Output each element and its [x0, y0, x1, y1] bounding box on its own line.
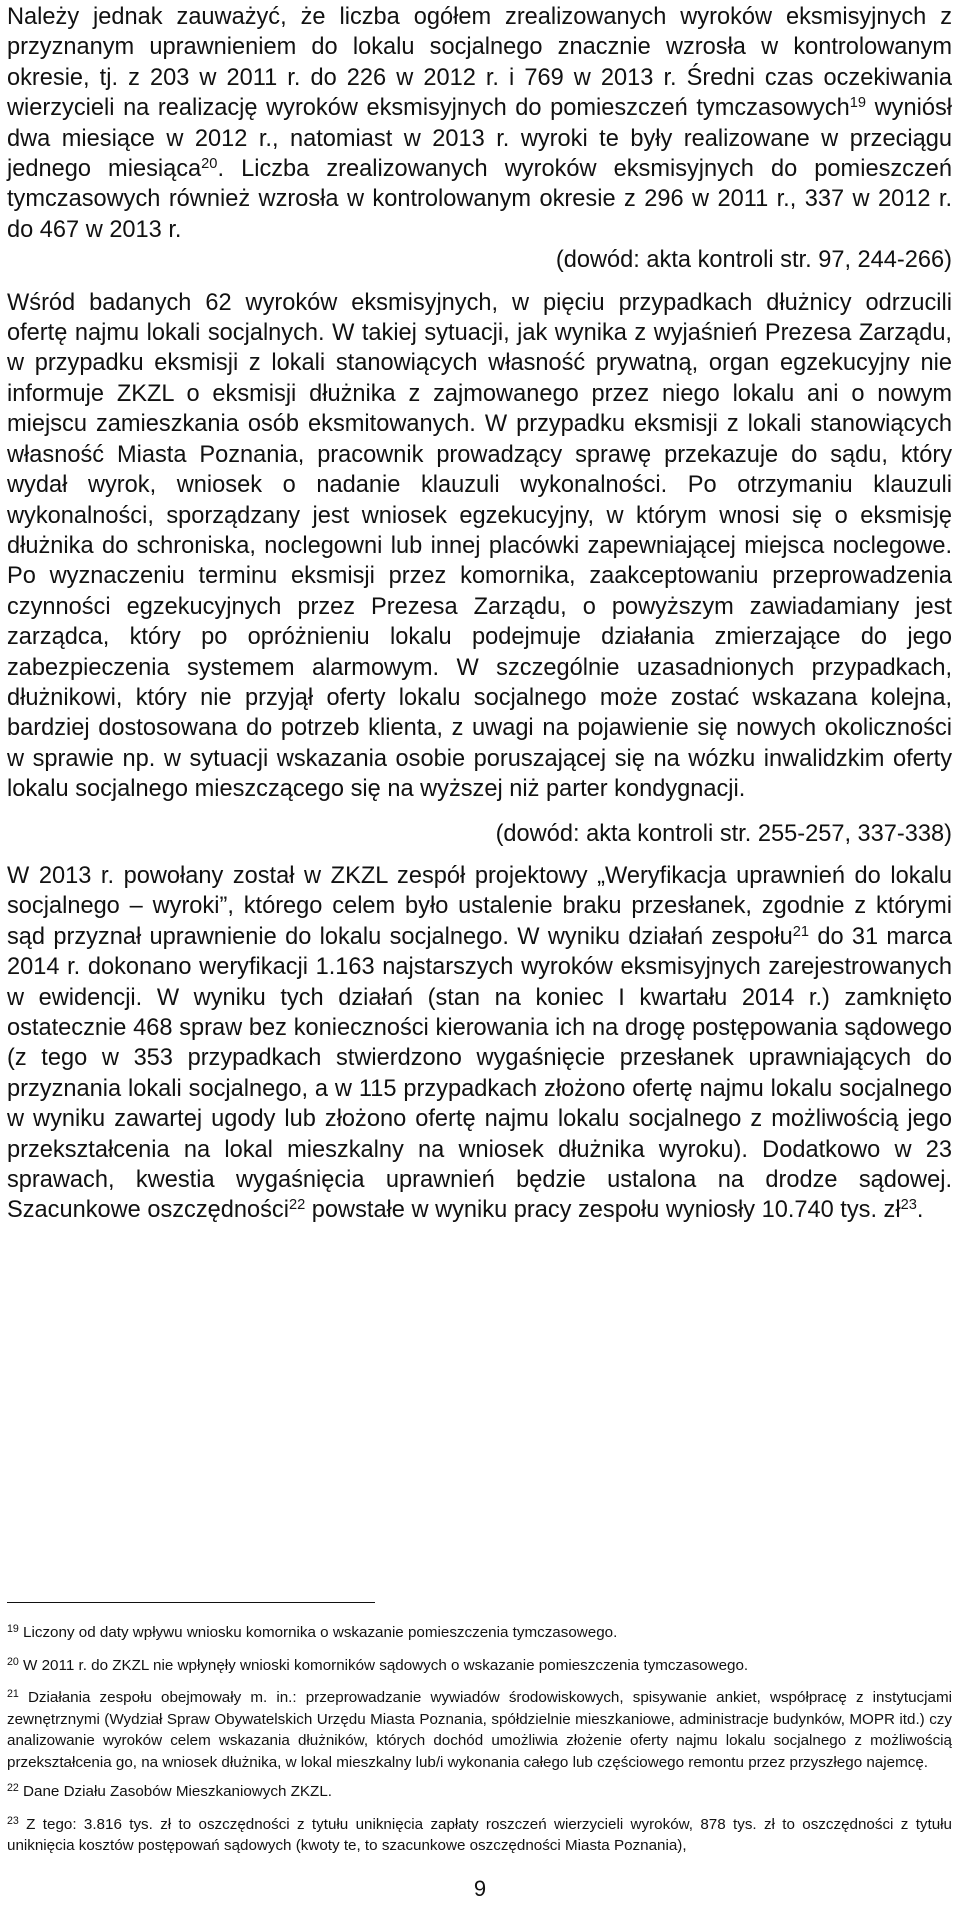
footnote-separator: [7, 1602, 375, 1603]
footnote-mark: 22: [7, 1782, 19, 1795]
text-segment: . Liczba zrealizowanych wyroków eksmisyjnych do pomieszczeń tymczasowych również wzrosła w kontrolowanym okresie z 296 w 2011 r., 337 w 2012 r. do 467 w 2013 r.: [7, 156, 952, 243]
footnote-23: [7, 1814, 952, 1857]
footnote-mark: 21: [7, 1688, 19, 1701]
footnote-ref-20[interactable]: 20: [201, 155, 218, 172]
footnote-mark: 20: [7, 1655, 19, 1668]
evidence-citation-2: (dowód: akta kontroli str. 255-257, 337-338): [495, 820, 952, 847]
footnote-19: [7, 1622, 952, 1644]
footnote-ref-22[interactable]: 22: [288, 1197, 306, 1214]
page-number: 9: [473, 1876, 487, 1901]
footnote-21: [7, 1687, 952, 1773]
paragraph-rejected-offers: Wśród badanych 62 wyroków eksmisyjnych, w pięciu przypadkach dłużnicy odrzucili ofertę najmu lokali socjalnych. W takiej sytuacji, jak wynika z wyjaśnień Prezesa Zarządu, w przypadku eksmisji z lokali stanowiących własność prywatną, organ egzekucyjny nie informuje ZKZL o eksmisji dłużnika z zajmowanego przez niego lokalu ani o nowym miejscu zamieszkania osób eksmitowanych. W przypadku eksmisji z lokali stanowiących własność Miasta Poznania, pracownik prowadzący sprawę przekazuje do sądu, który wydał wyrok, wniosek o nadanie klauzuli wykonalności. Po otrzymaniu klauzuli wykonalności, sporządzany jest wniosek egzekucyjny, w którym wnosi się o eksmisję dłużnika do schroniska, noclegowni lub innej placówki zapewniającej miejsca noclegowe. Po wyznaczeniu terminu eksmisji przez komornika, zaakceptowaniu przeprowadzenia czynności egzekucyjnych przez Prezesa Zarządu, o powyższym zawiadamiany jest zarządca, który po opróżnieniu lokalu podejmuje działania zmierzające do jego zabezpieczenia systemem alarmowym. W szczególnie uzasadnionych przypadkach, dłużnikowi, który nie przyjął oferty lokalu socjalnego może zostać wskazana kolejna, bardziej dostosowana do potrzeb klienta, z uwagi na pojawienie się nowych okoliczności w sprawie np. w sytuacji wskazania osobie poruszającej się na wózku inwalidzkim oferty lokalu socjalnego mieszczącego się na wyższej niż parter kondygnacji.: [7, 289, 952, 803]
text-segment: W 2013 r. powołany został w ZKZL zespół projektowy „Weryfikacja uprawnień do lokalu socjalnego – wyroki”, którego celem było ustalenie braku przesłanek, zgodnie z którymi sąd przyznał uprawnienie do lokalu socjalnego. W wyniku działań zespołu: [7, 862, 952, 950]
footnote-mark: 23: [7, 1814, 19, 1827]
footnote-text: Dane Działu Zasobów Mieszkaniowych ZKZL.: [18, 1783, 332, 1800]
footnote-text: Z tego: 3.816 tys. zł to oszczędności z tytułu uniknięcia zapłaty roszczeń wierzycieli wyroków, 878 tys. zł to oszczędności z tytułu uniknięcia kosztów postępowań sądowych (kwoty te, to szacunkowe oszczędności Miasta Poznania),: [7, 1815, 952, 1854]
main-text: [7, 2, 952, 1226]
footnote-mark: 19: [7, 1623, 19, 1636]
text-segment: do 31 marca 2014 r. dokonano weryfikacji 1.163 najstarszych wyroków eksmisyjnych zarejestrowanych w ewidencji. W wyniku tych działań (stan na koniec I kwartału 2014 r.) zamknięto ostatecznie 468 spraw bez konieczności kierowania ich na drogę postępowania sądowego (z tego w 353 przypadkach stwierdzono wygaśnięcie przesłanek uprawniających do przyznania lokali socjalnego, a w 115 przypadkach złożono ofertę najmu lokalu socjalnego w wyniku zawartej ugody lub złożono ofertę najmu lokalu socjalnego z możliwością jego przekształcenia na lokal mieszkalny na wniosek dłużnika wyroku). Dodatkowo w 23 sprawach, kwestia wygaśnięcia uprawnień będzie ustalona na drodze sądowej. Szacunkowe oszczędności: [7, 923, 952, 1224]
evidence-citation-1: (dowód: akta kontroli str. 97, 244-266): [555, 247, 952, 274]
footnotes: [7, 1622, 952, 1868]
footnote-text: Liczony od daty wpływu wniosku komornika o wskazanie pomieszczenia tymczasowego.: [18, 1624, 618, 1641]
footnote-ref-19[interactable]: 19: [849, 95, 867, 112]
footnote-ref-23[interactable]: 23: [900, 1197, 917, 1214]
text-segment: .: [916, 1197, 924, 1224]
footnote-text: Działania zespołu obejmowały m. in.: przeprowadzanie wywiadów środowiskowych, spisywanie ankiet, współpracę z instytucjami zewnętrznymi (Wydział Spraw Obywatelskich Urzędu Miasta Poznania, spółdzielnie mieszkaniowe, administracje budynków, MOPR itd.) czy analizowanie wyroków celem wskazania dłużników, których dochód umożliwia złożenie oferty najmu lokalu socjalnego z możliwością przekształcenia go, na wniosek dłużnika, w lokal mieszkalny lub/i wykonania całego lub częściowego remontu przez przyszłego najemcę.: [7, 1689, 952, 1771]
footnote-22: [7, 1781, 952, 1803]
paragraph-project-team: [7, 861, 952, 1226]
footnote-text: W 2011 r. do ZKZL nie wpłynęły wnioski komorników sądowych o wskazanie pomieszczenia tymczasowego.: [18, 1656, 749, 1674]
text-segment: Należy jednak zauważyć, że liczba ogółem zrealizowanych wyroków eksmisyjnych z przyznanym uprawnieniem do lokalu socjalnego znacznie wzrosła w kontrolowanym okresie, tj. z 203 w 2011 r. do 226 w 2012 r. i 769 w 2013 r. Średni czas oczekiwania wierzycieli na realizację wyroków eksmisyjnych do pomieszczeń tymczasowych: [7, 4, 952, 122]
footnote-20: [7, 1655, 952, 1677]
paragraph-eviction-statistics: [7, 2, 952, 245]
footnote-ref-21[interactable]: 21: [792, 923, 809, 940]
text-segment: wyniósł dwa miesiące w 2012 r., natomiast w 2013 r. wyroki te były realizowane w przeciągu jednego miesiąca: [7, 95, 952, 183]
text-segment: powstałe w wyniku pracy zespołu wyniosły 10.740 tys. zł: [305, 1197, 901, 1224]
